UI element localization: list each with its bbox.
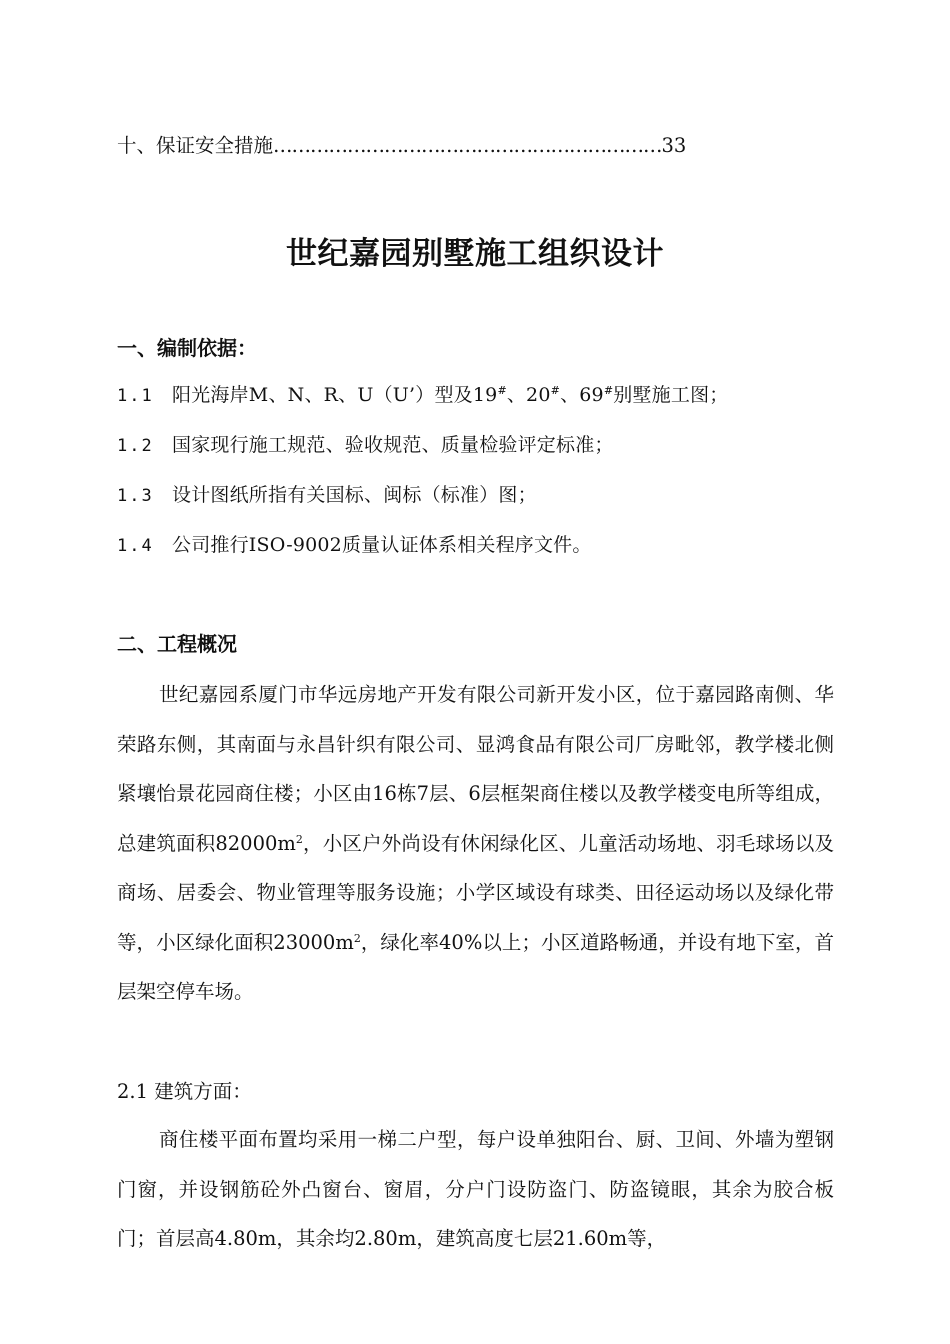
item-text: 国家现行施工规范、验收规范、质量检验评定标准；	[172, 434, 614, 456]
toc-dots: ………………………………………………………	[273, 134, 662, 157]
basis-item-2	[117, 436, 614, 455]
basis-item-4	[117, 536, 592, 555]
item-number: 1.4	[117, 536, 154, 556]
superscript: 2	[295, 832, 303, 846]
architecture-paragraph: 商住楼平面布置均采用一梯二户型，每户设单独阳台、厨、卫间、外墙为塑钢门窗，并设钢筋砼外凸窗台、窗眉，分户门设防盗门、防盗镜眼，其余为胶合板门；首层高4.80m，其余均2.80m，建筑高度七层21.60m等，	[117, 1128, 834, 1250]
section-heading-overview: 二、工程概况	[117, 632, 237, 656]
item-text: 别墅施工图；	[613, 384, 729, 406]
toc-label: 十、保证安全措施	[117, 134, 274, 157]
superscript: #	[603, 384, 614, 397]
paragraph-text: ，小区户外尚设有休闲绿化区、儿童活动场地、羽毛球场以及商场、居委会、物业管理等服务设施；小学区域设有球类、田径运动场以及绿化带等，小区绿化面积23000m	[117, 831, 834, 954]
subsection-heading-architecture: 2.1 建筑方面：	[117, 1080, 252, 1103]
overview-paragraph	[117, 670, 834, 1017]
item-number: 1.1	[117, 386, 154, 406]
document-title: 世纪嘉园别墅施工组织设计	[286, 236, 664, 272]
item-text: 、20	[506, 384, 551, 406]
item-text: 阳光海岸M、N、R、U（U’）型及19	[172, 384, 498, 406]
item-text: 公司推行ISO-9002质量认证体系相关程序文件。	[172, 534, 592, 556]
toc-line	[117, 136, 686, 156]
paragraph-text: ，绿化率40%以上；小区道路畅通，并设有地下室，首层架空停车场。	[117, 930, 835, 1003]
toc-page-number: 33	[661, 134, 687, 157]
superscript: 2	[353, 931, 361, 945]
basis-item-3	[117, 486, 537, 505]
basis-item-1	[117, 386, 728, 405]
item-text: 、69	[560, 384, 604, 406]
paragraph-text: 世纪嘉园系厦门市华远房地产开发有限公司新开发小区，位于嘉园路南侧、华荣路东侧，其南面与永昌针织有限公司、显鸿食品有限公司厂房毗邻，教学楼北侧紧壤怡景花园商住楼；小区由16栋7层、6层框架商住楼以及教学楼变电所等组成，总建筑面积82000m	[117, 683, 834, 855]
superscript: #	[550, 384, 561, 397]
item-text: 设计图纸所指有关国标、闽标（标准）图；	[172, 484, 537, 506]
item-number: 1.2	[117, 436, 154, 456]
section-heading-basis: 一、编制依据：	[117, 336, 257, 360]
superscript: #	[497, 384, 507, 397]
item-number: 1.3	[117, 486, 154, 506]
